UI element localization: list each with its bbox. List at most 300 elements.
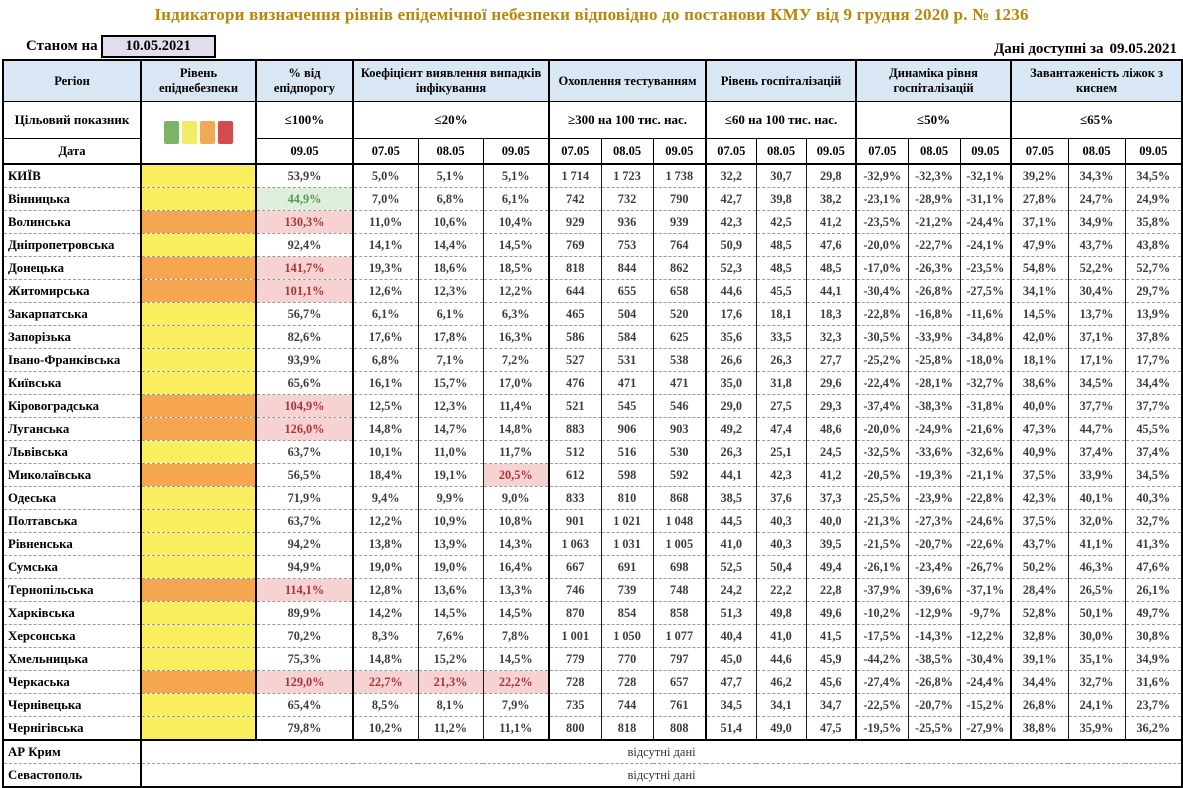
pct-threshold-value: 71,9% [256,487,353,510]
detection-coef-value: 11,2% [418,717,483,741]
detection-coef-value: 6,8% [353,349,418,372]
pct-threshold-value: 89,9% [256,602,353,625]
region-name: Чернівецька [3,694,141,717]
testing-coverage-value: 818 [549,257,601,280]
oxygen-beds-value: 34,5% [1125,464,1182,487]
testing-coverage-value: 739 [601,579,653,602]
detection-coef-value: 15,2% [418,648,483,671]
region-name: Волинська [3,211,141,234]
hospitalization-dynamics-value: -10,2% [856,602,908,625]
hospitalization-level-value: 31,8 [756,372,806,395]
data-available-block [994,41,1179,58]
hospitalization-level-value: 29,0 [706,395,756,418]
hospitalization-level-value: 48,5 [756,257,806,280]
hospitalization-dynamics-value: -14,3% [908,625,960,648]
hospitalization-dynamics-value: -9,7% [960,602,1011,625]
table-row [3,395,1182,418]
hospitalization-level-value: 48,5 [756,234,806,257]
hospitalization-dynamics-value: -24,4% [960,211,1011,234]
oxygen-beds-value: 47,9% [1011,234,1068,257]
region-name: Донецька [3,257,141,280]
hospitalization-level-value: 41,0 [756,625,806,648]
testing-coverage-value: 1 738 [653,164,706,188]
detection-coef-value: 5,1% [418,164,483,188]
region-name: Запорізька [3,326,141,349]
hospitalization-dynamics-value: -24,9% [908,418,960,441]
no-data-cell: відсутні дані [141,764,1182,788]
date-cell: 08.05 [418,139,483,165]
testing-coverage-value: 862 [653,257,706,280]
hospitalization-dynamics-value: -44,2% [856,648,908,671]
date-cell: 09.05 [256,139,353,165]
detection-coef-value: 12,2% [353,510,418,533]
testing-coverage-value: 818 [601,717,653,741]
hospitalization-level-value: 49,8 [756,602,806,625]
oxygen-beds-value: 50,2% [1011,556,1068,579]
hospitalization-level-value: 26,3 [756,349,806,372]
hospitalization-dynamics-value: -21,3% [856,510,908,533]
hospitalization-dynamics-value: -28,9% [908,188,960,211]
hospitalization-level-value: 41,5 [806,625,856,648]
pct-threshold-value: 63,7% [256,441,353,464]
target-coef: ≤20% [353,102,549,139]
oxygen-beds-value: 34,4% [1125,372,1182,395]
oxygen-beds-value: 41,1% [1068,533,1125,556]
testing-coverage-value: 1 005 [653,533,706,556]
testing-coverage-value: 658 [653,280,706,303]
oxygen-beds-value: 32,8% [1011,625,1068,648]
oxygen-beds-value: 24,7% [1068,188,1125,211]
oxygen-beds-value: 47,3% [1011,418,1068,441]
oxygen-beds-value: 46,3% [1068,556,1125,579]
hospitalization-level-value: 39,8 [756,188,806,211]
hospitalization-dynamics-value: -18,0% [960,349,1011,372]
table-row [3,234,1182,257]
hospitalization-level-value: 40,0 [806,510,856,533]
hospitalization-level-value: 48,6 [806,418,856,441]
oxygen-beds-value: 26,1% [1125,579,1182,602]
testing-coverage-value: 732 [601,188,653,211]
detection-coef-value: 13,3% [483,579,549,602]
testing-coverage-value: 753 [601,234,653,257]
target-pct: ≤100% [256,102,353,139]
oxygen-beds-value: 37,7% [1125,395,1182,418]
hospitalization-dynamics-value: -12,2% [960,625,1011,648]
hospitalization-dynamics-value: -37,1% [960,579,1011,602]
date-cell: 09.05 [483,139,549,165]
table-row [3,372,1182,395]
table-row [3,648,1182,671]
hospitalization-level-value: 50,4 [756,556,806,579]
detection-coef-value: 17,6% [353,326,418,349]
target-dynamics: ≤50% [856,102,1011,139]
pct-threshold-value: 93,9% [256,349,353,372]
detection-coef-value: 14,7% [418,418,483,441]
oxygen-beds-value: 38,8% [1011,717,1068,741]
hospitalization-dynamics-value: -21,1% [960,464,1011,487]
testing-coverage-value: 657 [653,671,706,694]
as-of-block [26,35,216,58]
oxygen-beds-value: 37,1% [1068,326,1125,349]
pct-threshold-value: 70,2% [256,625,353,648]
col-header-hospitalization-level: Рівень госпіталізацій [706,60,856,102]
epidemic-level-cell [141,533,256,556]
table-row [3,694,1182,717]
hospitalization-dynamics-value: -24,1% [960,234,1011,257]
oxygen-beds-value: 38,6% [1011,372,1068,395]
hospitalization-dynamics-value: -32,5% [856,441,908,464]
hospitalization-level-value: 49,0 [756,717,806,741]
detection-coef-value: 9,4% [353,487,418,510]
testing-coverage-value: 476 [549,372,601,395]
hospitalization-dynamics-value: -33,6% [908,441,960,464]
col-header-pct-threshold: % від епідпорогу [256,60,353,102]
region-name: Закарпатська [3,303,141,326]
detection-coef-value: 5,0% [353,164,418,188]
hospitalization-level-value: 44,6 [706,280,756,303]
testing-coverage-value: 546 [653,395,706,418]
testing-coverage-value: 471 [601,372,653,395]
pct-threshold-value: 129,0% [256,671,353,694]
table-row [3,164,1182,188]
oxygen-beds-value: 34,5% [1125,164,1182,188]
hospitalization-level-value: 24,2 [706,579,756,602]
oxygen-beds-value: 24,1% [1068,694,1125,717]
hospitalization-level-value: 42,3 [756,464,806,487]
col-header-epidemic-level: Рівень епіднебезпеки [141,60,256,102]
region-name: Луганська [3,418,141,441]
hospitalization-level-value: 17,6 [706,303,756,326]
testing-coverage-value: 471 [653,372,706,395]
hospitalization-dynamics-value: -30,5% [856,326,908,349]
hospitalization-level-value: 27,5 [756,395,806,418]
hospitalization-level-value: 44,1 [806,280,856,303]
hospitalization-dynamics-value: -20,7% [908,694,960,717]
hospitalization-level-value: 49,2 [706,418,756,441]
detection-coef-value: 18,5% [483,257,549,280]
detection-coef-value: 14,8% [483,418,549,441]
detection-coef-value: 7,2% [483,349,549,372]
epidemic-level-cell [141,326,256,349]
detection-coef-value: 11,1% [483,717,549,741]
testing-coverage-value: 833 [549,487,601,510]
detection-coef-value: 11,4% [483,395,549,418]
detection-coef-value: 5,1% [483,164,549,188]
hospitalization-level-value: 47,5 [806,717,856,741]
table-row [3,326,1182,349]
hospitalization-level-value: 45,6 [806,671,856,694]
hospitalization-dynamics-value: -11,6% [960,303,1011,326]
oxygen-beds-value: 44,7% [1068,418,1125,441]
testing-coverage-value: 761 [653,694,706,717]
pct-threshold-value: 56,7% [256,303,353,326]
hospitalization-dynamics-value: -25,8% [908,349,960,372]
hospitalization-dynamics-value: -26,7% [960,556,1011,579]
testing-coverage-value: 797 [653,648,706,671]
testing-coverage-value: 742 [549,188,601,211]
oxygen-beds-value: 42,0% [1011,326,1068,349]
pct-threshold-value: 141,7% [256,257,353,280]
hospitalization-dynamics-value: -24,6% [960,510,1011,533]
hospitalization-dynamics-value: -22,8% [960,487,1011,510]
hospitalization-dynamics-value: -27,5% [960,280,1011,303]
region-name: Миколаївська [3,464,141,487]
detection-coef-value: 7,9% [483,694,549,717]
oxygen-beds-value: 40,9% [1011,441,1068,464]
col-header-region: Регіон [3,60,141,102]
pct-threshold-value: 44,9% [256,188,353,211]
hospitalization-dynamics-value: -22,7% [908,234,960,257]
hospitalization-dynamics-value: -17,5% [856,625,908,648]
pct-threshold-value: 65,6% [256,372,353,395]
detection-coef-value: 12,3% [418,280,483,303]
testing-coverage-value: 504 [601,303,653,326]
hospitalization-dynamics-value: -12,9% [908,602,960,625]
epidemic-level-cell [141,464,256,487]
region-name: Тернопільська [3,579,141,602]
oxygen-beds-value: 13,7% [1068,303,1125,326]
epidemic-level-cell [141,280,256,303]
oxygen-beds-value: 32,7% [1068,671,1125,694]
epidemic-level-cell [141,510,256,533]
hospitalization-dynamics-value: -19,3% [908,464,960,487]
detection-coef-value: 14,1% [353,234,418,257]
testing-coverage-value: 1 723 [601,164,653,188]
testing-coverage-value: 1 063 [549,533,601,556]
oxygen-beds-value: 40,3% [1125,487,1182,510]
table-row [3,556,1182,579]
hospitalization-level-value: 29,3 [806,395,856,418]
hospitalization-level-value: 22,8 [806,579,856,602]
hospitalization-dynamics-value: -23,9% [908,487,960,510]
epidemic-level-cell [141,372,256,395]
detection-coef-value: 9,0% [483,487,549,510]
hospitalization-dynamics-value: -27,9% [960,717,1011,741]
testing-coverage-value: 691 [601,556,653,579]
epidemic-level-cell [141,418,256,441]
oxygen-beds-value: 41,3% [1125,533,1182,556]
testing-coverage-value: 868 [653,487,706,510]
detection-coef-value: 7,8% [483,625,549,648]
testing-coverage-value: 854 [601,602,653,625]
oxygen-beds-value: 37,5% [1011,510,1068,533]
detection-coef-value: 10,9% [418,510,483,533]
oxygen-beds-value: 29,7% [1125,280,1182,303]
hospitalization-dynamics-value: -26,8% [908,671,960,694]
target-row [3,102,1182,139]
testing-coverage-value: 612 [549,464,601,487]
detection-coef-value: 12,6% [353,280,418,303]
epidemic-level-cell [141,441,256,464]
hospitalization-dynamics-value: -20,5% [856,464,908,487]
testing-coverage-value: 800 [549,717,601,741]
detection-coef-value: 10,1% [353,441,418,464]
oxygen-beds-value: 34,5% [1068,372,1125,395]
hospitalization-dynamics-value: -22,4% [856,372,908,395]
testing-coverage-value: 1 001 [549,625,601,648]
detection-coef-value: 19,0% [418,556,483,579]
oxygen-beds-value: 43,7% [1068,234,1125,257]
hospitalization-level-value: 44,6 [756,648,806,671]
testing-coverage-value: 929 [549,211,601,234]
oxygen-beds-value: 34,4% [1011,671,1068,694]
table-row [3,579,1182,602]
col-header-detection-coef: Коефіцієнт виявлення випадків інфікування [353,60,549,102]
region-name: Кіровоградська [3,395,141,418]
hospitalization-dynamics-value: -24,4% [960,671,1011,694]
date-cell: 09.05 [653,139,706,165]
table-row [3,717,1182,741]
pct-threshold-value: 130,3% [256,211,353,234]
region-name: АР Крим [3,740,141,764]
testing-coverage-value: 779 [549,648,601,671]
hospitalization-level-value: 34,5 [706,694,756,717]
table-row [3,487,1182,510]
detection-coef-value: 6,1% [418,303,483,326]
region-name: Київська [3,372,141,395]
hospitalization-level-value: 24,5 [806,441,856,464]
epidemic-level-cell [141,188,256,211]
detection-coef-value: 10,6% [418,211,483,234]
date-cell: 08.05 [601,139,653,165]
oxygen-beds-value: 37,5% [1011,464,1068,487]
testing-coverage-value: 655 [601,280,653,303]
hospitalization-dynamics-value: -23,1% [856,188,908,211]
testing-coverage-value: 728 [601,671,653,694]
orange-level-swatch-icon [200,121,215,144]
hospitalization-level-value: 25,1 [756,441,806,464]
table-row [3,211,1182,234]
region-name: Сумська [3,556,141,579]
hospitalization-level-value: 47,7 [706,671,756,694]
oxygen-beds-value: 17,7% [1125,349,1182,372]
hospitalization-dynamics-value: -20,0% [856,234,908,257]
detection-coef-value: 14,5% [483,602,549,625]
hospitalization-level-value: 35,6 [706,326,756,349]
hospitalization-dynamics-value: -23,5% [960,257,1011,280]
oxygen-beds-value: 30,0% [1068,625,1125,648]
oxygen-beds-value: 39,1% [1011,648,1068,671]
testing-coverage-value: 584 [601,326,653,349]
table-row [3,671,1182,694]
hospitalization-dynamics-value: -38,3% [908,395,960,418]
hospitalization-dynamics-value: -19,5% [856,717,908,741]
testing-coverage-value: 465 [549,303,601,326]
hospitalization-level-value: 48,5 [806,257,856,280]
oxygen-beds-value: 36,2% [1125,717,1182,741]
target-testing: ≥300 на 100 тис. нас. [549,102,706,139]
detection-coef-value: 8,5% [353,694,418,717]
hospitalization-level-value: 46,2 [756,671,806,694]
testing-coverage-value: 520 [653,303,706,326]
detection-coef-value: 14,3% [483,533,549,556]
hospitalization-dynamics-value: -30,4% [960,648,1011,671]
epidemic-level-cell [141,487,256,510]
hospitalization-dynamics-value: -32,7% [960,372,1011,395]
hospitalization-dynamics-value: -23,4% [908,556,960,579]
testing-coverage-value: 521 [549,395,601,418]
oxygen-beds-value: 13,9% [1125,303,1182,326]
oxygen-beds-value: 45,5% [1125,418,1182,441]
hospitalization-level-value: 27,7 [806,349,856,372]
hospitalization-dynamics-value: -27,3% [908,510,960,533]
pct-threshold-value: 53,9% [256,164,353,188]
hospitalization-level-value: 40,3 [756,510,806,533]
detection-coef-value: 14,2% [353,602,418,625]
testing-coverage-value: 1 031 [601,533,653,556]
detection-coef-value: 16,3% [483,326,549,349]
oxygen-beds-value: 43,7% [1011,533,1068,556]
detection-coef-value: 8,3% [353,625,418,648]
table-row [3,188,1182,211]
oxygen-beds-value: 40,0% [1011,395,1068,418]
oxygen-beds-value: 37,8% [1125,326,1182,349]
table-row [3,257,1182,280]
detection-coef-value: 10,2% [353,717,418,741]
region-name: Одеська [3,487,141,510]
table-row [3,418,1182,441]
testing-coverage-value: 939 [653,211,706,234]
hospitalization-dynamics-value: -16,8% [908,303,960,326]
detection-coef-value: 21,3% [418,671,483,694]
hospitalization-level-value: 42,7 [706,188,756,211]
oxygen-beds-value: 40,1% [1068,487,1125,510]
oxygen-beds-value: 30,8% [1125,625,1182,648]
hospitalization-level-value: 34,7 [806,694,856,717]
region-name: Львівська [3,441,141,464]
oxygen-beds-value: 52,7% [1125,257,1182,280]
col-header-hospitalization-dynamics: Динаміка рівня госпіталізацій [856,60,1011,102]
date-cell: 08.05 [1068,139,1125,165]
region-name: Полтавська [3,510,141,533]
region-name: Чернігівська [3,717,141,741]
hospitalization-level-value: 41,2 [806,464,856,487]
epidemic-level-cell [141,579,256,602]
region-name: Севастополь [3,764,141,788]
target-beds: ≤65% [1011,102,1182,139]
oxygen-beds-value: 52,8% [1011,602,1068,625]
oxygen-beds-value: 24,9% [1125,188,1182,211]
region-name: Житомирська [3,280,141,303]
hospitalization-dynamics-value: -32,3% [908,164,960,188]
hospitalization-level-value: 49,6 [806,602,856,625]
hospitalization-level-value: 51,3 [706,602,756,625]
date-cell: 07.05 [1011,139,1068,165]
indicators-table [2,59,1183,788]
hospitalization-level-value: 18,1 [756,303,806,326]
testing-coverage-value: 746 [549,579,601,602]
testing-coverage-value: 512 [549,441,601,464]
pct-threshold-value: 65,4% [256,694,353,717]
table-row [3,464,1182,487]
table-row [3,441,1182,464]
col-header-testing-coverage: Охоплення тестуванням [549,60,706,102]
epidemic-level-cell [141,395,256,418]
table-row-no-data [3,764,1182,788]
hospitalization-level-value: 47,4 [756,418,806,441]
region-name: Івано-Франківська [3,349,141,372]
hospitalization-level-value: 29,8 [806,164,856,188]
oxygen-beds-value: 32,7% [1125,510,1182,533]
detection-coef-value: 22,7% [353,671,418,694]
epidemic-level-cell [141,694,256,717]
region-name: Херсонська [3,625,141,648]
testing-coverage-value: 728 [549,671,601,694]
region-name: КИЇВ [3,164,141,188]
hospitalization-dynamics-value: -22,8% [856,303,908,326]
testing-coverage-value: 625 [653,326,706,349]
date-cell: 07.05 [856,139,908,165]
